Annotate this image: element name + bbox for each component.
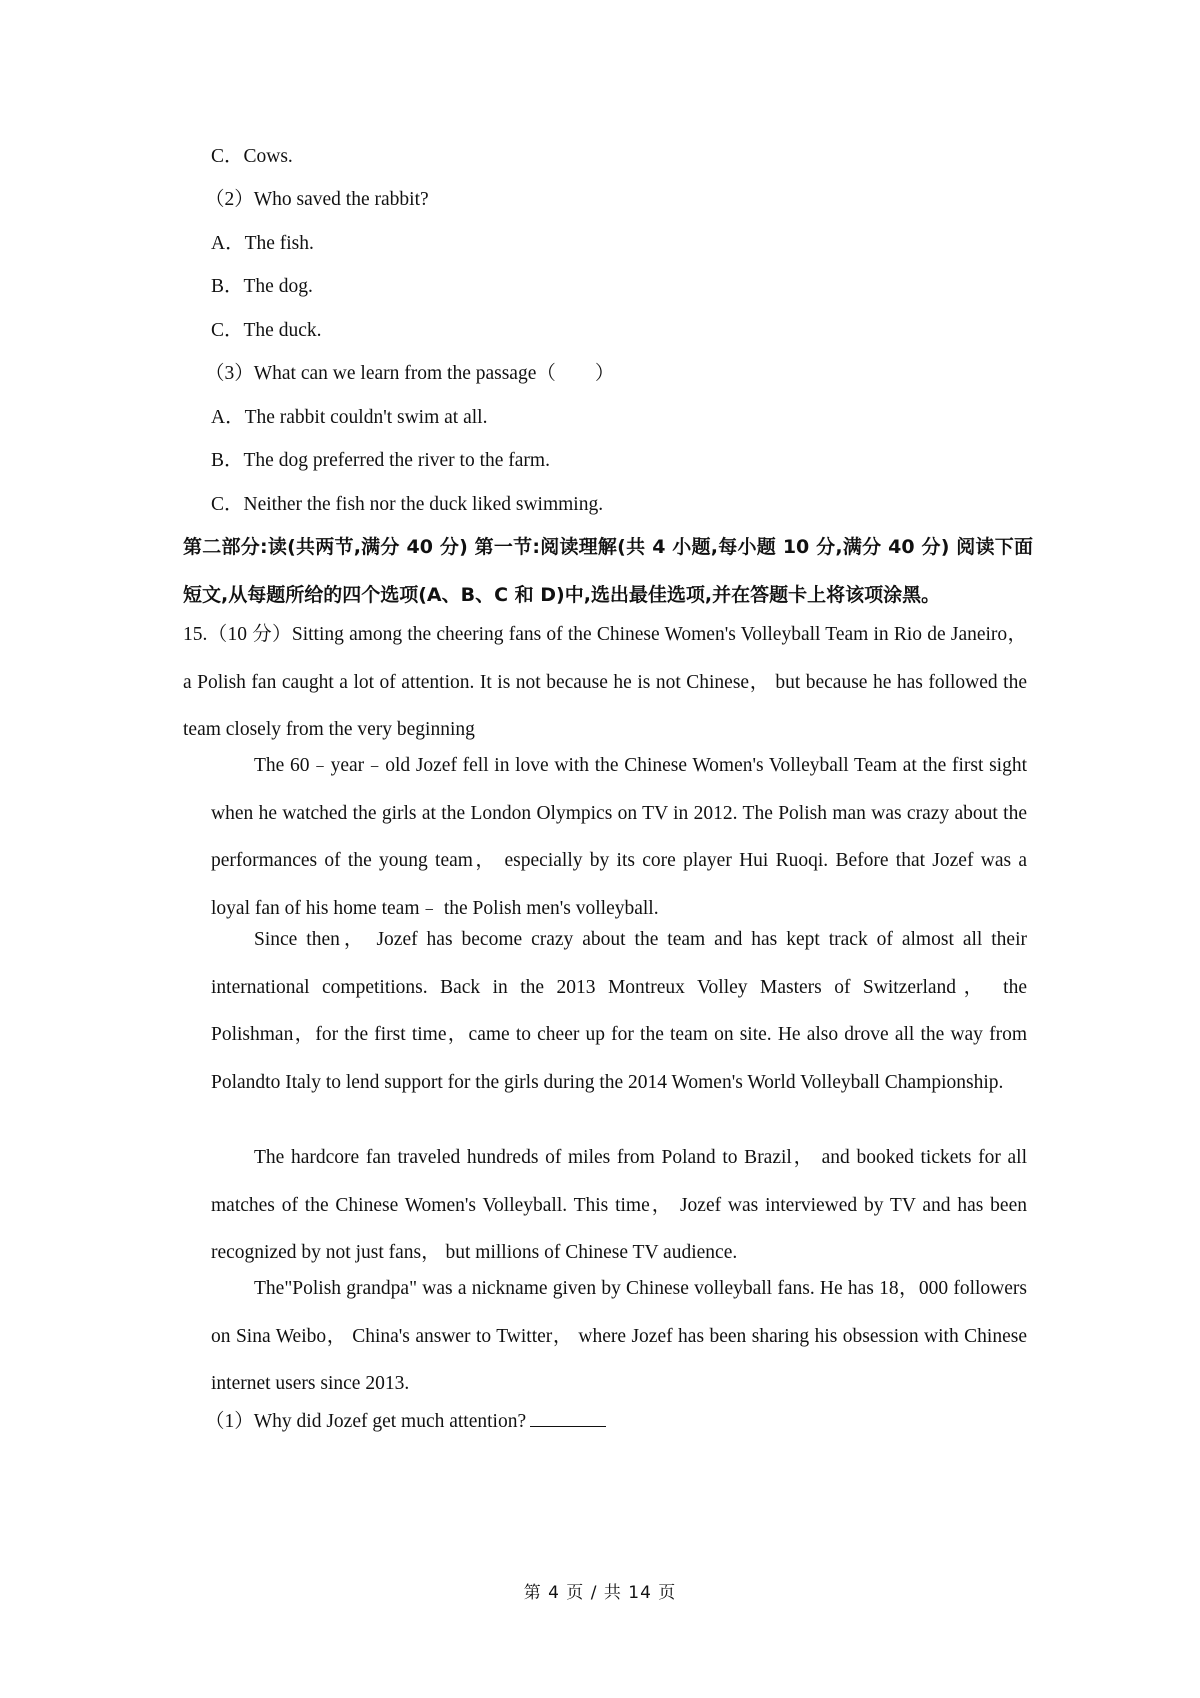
passage-paragraph-3: Since then， Jozef has become crazy about the team and has kept track of almost all their international competitions. Back in the 2013 Montreux Volley Masters of Switzerland， the Polishman，for the first time，came to cheer up for the team on site. He also drove all the way from Polandto Italy to lend support for the girls during the 2014 Women's World Volleyball Championship. (211, 929, 1027, 1093)
passage-paragraph-1: Sitting among the cheering fans of the Chinese Women's Volleyball Team in Rio de Janeiro， a Polish fan caught a lot of attention. It is not because he is not Chinese， but because he has followed the team closely from the very beginning (183, 624, 1027, 740)
passage-paragraph-5: The"Polish grandpa" was a nickname given by Chinese volleyball fans. He has 18，000 followers on Sina Weibo， China's answer to Twitter， where Jozef has been sharing his obsession with Chinese internet users since 2013. (211, 1278, 1027, 1394)
passage-first-paragraph (183, 611, 1027, 754)
q2-stem: （2）Who saved the rabbit? (205, 189, 429, 210)
q3-option-c: C．Neither the fish nor the duck liked swimming. (211, 494, 604, 515)
question-number-label: 15.（10 分） (183, 624, 292, 645)
q3-option-b: B．The dog preferred the river to the farm. (211, 450, 550, 471)
q2-option-c: C．The duck. (211, 320, 322, 341)
q3-stem: （3）What can we learn from the passage（ ） (205, 363, 615, 384)
section-heading: 第二部分:读(共两节,满分 40 分) 第一节:阅读理解(共 4 小题,每小题 10 分,满分 40 分) 阅读下面短文,从每题所给的四个选项(A、B、C 和 D)中,选出最佳选项,并在答题卡上将该项涂黑。 (183, 536, 1033, 606)
q1-option-c: C．Cows. (211, 146, 293, 167)
sub-question-1-stem: （1）Why did Jozef get much attention? (205, 1411, 527, 1432)
passage-paragraph-4: The hardcore fan traveled hundreds of miles from Poland to Brazil， and booked tickets for all matches of the Chinese Women's Volleyball. This time， Jozef was interviewed by TV and has been recognized by not just fans， but millions of Chinese TV audience. (211, 1147, 1027, 1263)
passage-paragraph-2: The 60﹣year﹣old Jozef fell in love with the Chinese Women's Volleyball Team at the first sight when he watched the girls at the London Olympics on TV in 2012. The Polish man was crazy about the performances of the young team， especially by its core player Hui Ruoqi. Before that Jozef was a loyal fan of his home team﹣ the Polish men's volleyball. (211, 755, 1027, 919)
q2-option-b: B．The dog. (211, 276, 313, 297)
page-footer: 第 4 页 / 共 14 页 (523, 1583, 677, 1603)
sub-question-1 (205, 1408, 606, 1434)
q3-option-a: A．The rabbit couldn't swim at all. (211, 407, 488, 428)
q2-option-a: A．The fish. (211, 233, 314, 254)
answer-blank[interactable] (530, 1408, 606, 1427)
